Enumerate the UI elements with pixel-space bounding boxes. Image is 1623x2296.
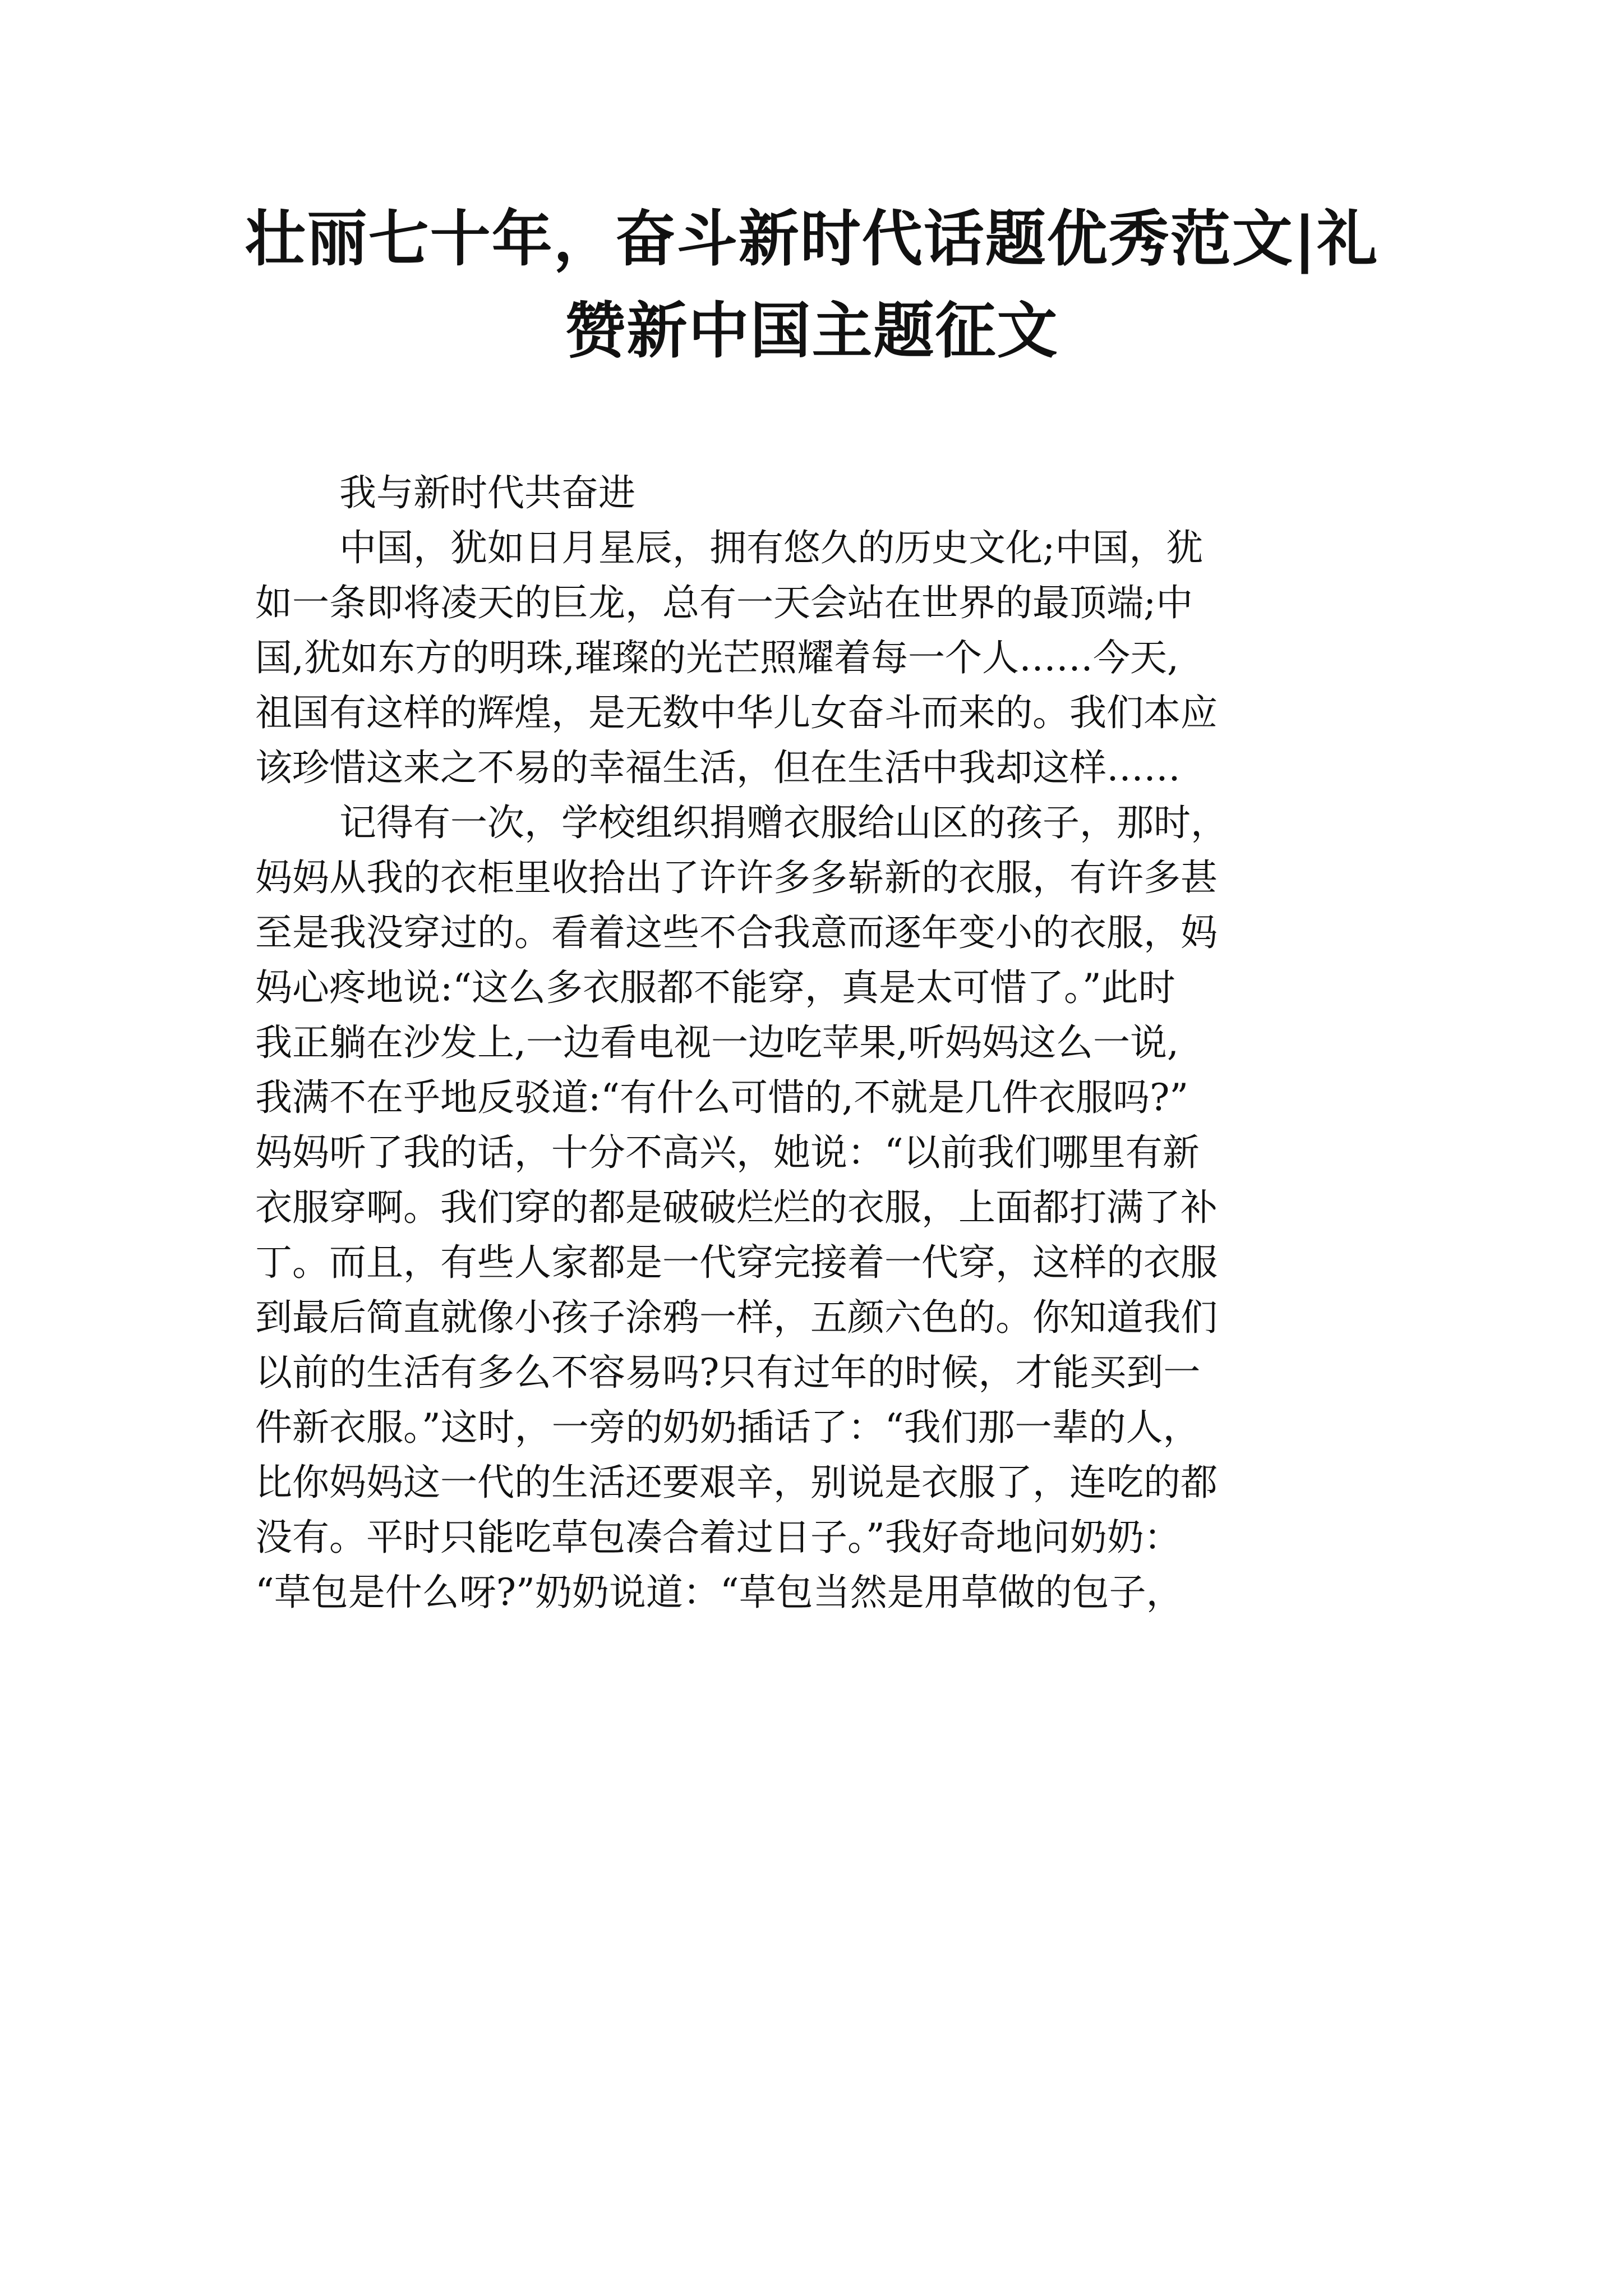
- paragraph-line: 如一条即将凌天的巨龙，总有一天会站在世界的最顶端;中: [255, 581, 1193, 624]
- paragraph-line: 至是我没穿过的。看着这些不合我意而逐年变小的衣服，妈: [255, 911, 1218, 954]
- paragraph-line: 我正躺在沙发上,一边看电视一边吃苹果,听妈妈这么一说,: [255, 1021, 1179, 1064]
- paragraph-line: “草包是什么呀?”奶奶说道：“草包当然是用草做的包子，: [255, 1571, 1183, 1614]
- paragraph-line: 记得有一次，学校组织捐赠衣服给山区的孩子，那时，: [339, 801, 1228, 844]
- paragraph-line: 衣服穿啊。我们穿的都是破破烂烂的衣服，上面都打满了补: [255, 1186, 1218, 1229]
- paragraph-line: 祖国有这样的辉煌，是无数中华儿女奋斗而来的。我们本应: [255, 691, 1218, 734]
- paragraph-line: 到最后简直就像小孩子涂鸦一样，五颜六色的。你知道我们: [255, 1296, 1218, 1339]
- paragraph-line: 丁。而且，有些人家都是一代穿完接着一代穿，这样的衣服: [255, 1241, 1218, 1284]
- paragraph-line: 中国，犹如日月星辰，拥有悠久的历史文化;中国，犹: [339, 526, 1204, 569]
- title-line: 赞新中国主题征文: [565, 296, 1059, 366]
- title-line: 壮丽七十年，奋斗新时代话题优秀范文|礼: [245, 204, 1379, 274]
- paragraph-line: 妈妈从我的衣柜里收拾出了许许多多崭新的衣服，有许多甚: [255, 856, 1218, 899]
- paragraph-line: 比你妈妈这一代的生活还要艰辛，别说是衣服了，连吃的都: [255, 1461, 1218, 1504]
- paragraph-line: 妈心疼地说:“这么多衣服都不能穿，真是太可惜了。”此时: [255, 966, 1175, 1009]
- paragraph-line: 国,犹如东方的明珠,璀璨的光芒照耀着每一个人……今天,: [255, 636, 1179, 679]
- paragraph-line: 该珍惜这来之不易的幸福生活，但在生活中我却这样……: [255, 746, 1181, 789]
- paragraph-line: 没有。平时只能吃草包凑合着过日子。”我好奇地问奶奶：: [255, 1516, 1181, 1559]
- paragraph-line: 妈妈听了我的话，十分不高兴，她说：“以前我们哪里有新: [255, 1131, 1200, 1174]
- paragraph-line: 件新衣服。”这时，一旁的奶奶插话了：“我们那一辈的人，: [255, 1406, 1200, 1449]
- paragraph-line: 我满不在乎地反驳道:“有什么可惜的,不就是几件衣服吗?”: [255, 1076, 1189, 1119]
- document-title: [224, 194, 1399, 378]
- document-body: [255, 466, 1377, 1620]
- section-heading: 我与新时代共奋进: [339, 471, 635, 514]
- paragraph-line: 以前的生活有多么不容易吗?只有过年的时候，才能买到一: [255, 1351, 1201, 1394]
